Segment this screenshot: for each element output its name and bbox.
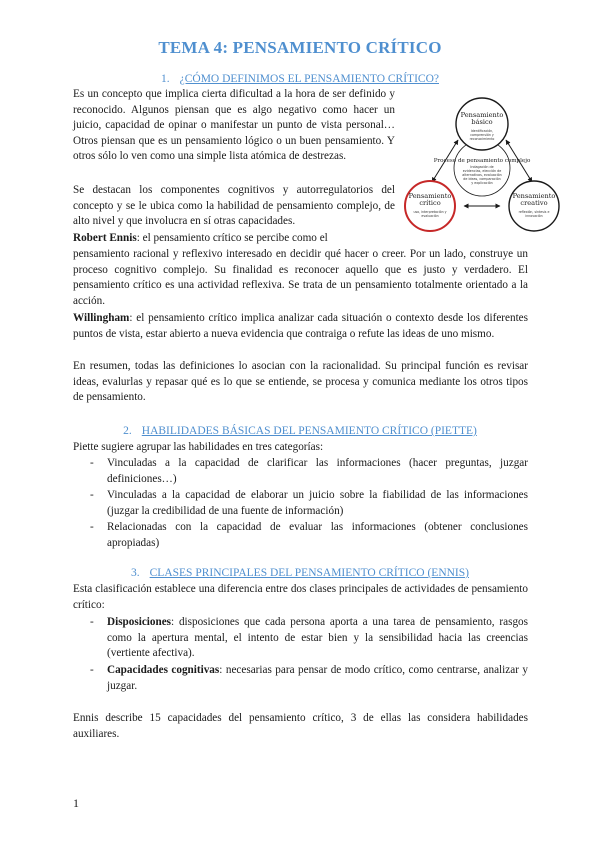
list-item-text <box>107 663 528 694</box>
section-3-heading <box>0 567 600 579</box>
list-item <box>90 488 528 519</box>
left-circle-sub: uso, interpretación y evaluación <box>413 210 447 218</box>
section-2-intro: Piette sugiere agrupar las habilidades en tres categorías: <box>73 441 324 453</box>
ennis-name: Robert Ennis <box>73 232 137 244</box>
list-item <box>90 520 528 551</box>
capacidades-text: : necesarias para pensar de modo crítico, como centrarse, analizar y juzgar. <box>107 664 528 692</box>
section-3-closing: Ennis describe 15 capacidades del pensamiento crítico, 3 de ellas las considera habilidades auxiliares. <box>73 712 528 740</box>
capacidades-label: Capacidades cognitivas <box>107 664 220 676</box>
list-dash: - <box>90 616 94 628</box>
section-2-heading-text: HABILIDADES BÁSICAS DEL PENSAMIENTO CRÍTICO (PIETTE) <box>141 425 477 437</box>
section-3-number: 3. <box>131 567 140 579</box>
thinking-types-diagram <box>402 94 562 234</box>
list-item <box>90 663 528 694</box>
ennis-definition-continued: pensamiento racional y reflexivo interesado en decidir qué hacer o creer. Por un lado, construye un proceso cognitivo complejo. Su finalidad es reconocer aquello que es justo y verdadero. El pensamiento crítico es una actividad reflexiva. Se trata de un pensamiento totalmente orientado a la acción. <box>73 248 528 307</box>
page-number: 1 <box>73 796 79 810</box>
willingham-text: : el pensamiento crítico implica analizar cada situación o contexto desde los diferentes puntos de vista, estar abierto a nueva evidencia que contraiga o refute las ideas de uno mismo. <box>73 312 528 340</box>
center-circle-title: Proceso de pensamiento complejo <box>433 158 531 164</box>
list-item <box>90 456 528 487</box>
center-circle-sub: Indagación de evidencias, elección de alternativas, evaluación de ideas, comparación y explicación <box>462 165 502 185</box>
list-item-text: Vinculadas a la capacidad de clarificar las informaciones (hacer preguntas, juzgar definiciones…) <box>107 457 528 485</box>
ennis-text-a: : el pensamiento crítico se percibe como el <box>136 232 328 244</box>
page-title: TEMA 4: PENSAMIENTO CRÍTICO <box>158 38 442 57</box>
right-circle-title: Pensamiento creativo <box>512 193 556 208</box>
ennis-definition-start <box>73 231 395 247</box>
section-3-heading-text: CLASES PRINCIPALES DEL PENSAMIENTO CRÍTICO (ENNIS) <box>149 567 469 579</box>
section-2-number: 2. <box>123 425 132 437</box>
list-dash: - <box>90 457 94 469</box>
willingham-name: Willingham <box>73 312 130 324</box>
left-circle-title: Pensamiento crítico <box>408 193 452 208</box>
section-2-heading <box>0 425 600 437</box>
section-1-heading-text: ¿CÓMO DEFINIMOS EL PENSAMIENTO CRÍTICO? <box>179 73 439 85</box>
section-1-paragraph-2: Se destacan los componentes cognitivos y autorregulatorios del concepto y se le ubica como la habilidad de pensamiento complejo, de alto nivel y que involucra en sí otras capacidades. <box>73 184 395 227</box>
top-circle-title: Pensamiento básico <box>460 112 504 127</box>
disposiciones-text: : disposiciones que cada persona aporta a una tarea de pensamiento, rasgos como la apertura mental, el intento de estar bien y la sensibilidad hacia las creencias (vertiente afectiva). <box>107 616 528 659</box>
section-1-heading <box>0 73 600 85</box>
disposiciones-label: Disposiciones <box>107 616 172 628</box>
list-item-text: Relacionadas con la capacidad de evaluar las informaciones (obtener conclusiones apropiadas) <box>107 521 528 549</box>
section-1-summary: En resumen, todas las definiciones lo asocian con la racionalidad. Su principal función es revisar ideas, evalurlas y repasar qué es lo que se entiende, se procesa y comunica mediante los otros tipos de pensamiento. <box>73 360 528 403</box>
list-dash: - <box>90 664 94 676</box>
list-dash: - <box>90 521 94 533</box>
list-item <box>90 615 528 662</box>
top-circle-sub: Identificación, comprensión y reconocimiento <box>469 129 495 141</box>
section-3-intro: Esta clasificación establece una diferencia entre dos clases principales de actividades de pensamiento crítico: <box>73 583 528 611</box>
list-item-text: Vinculadas a la capacidad de elaborar un juicio sobre la fiabilidad de las informaciones (juzgar la credibilidad de una fuente de información) <box>107 489 528 517</box>
right-circle-sub: reflexión, síntesis e innovación <box>518 210 550 218</box>
willingham-definition <box>73 311 528 342</box>
section-1-number: 1. <box>160 73 170 85</box>
section-1-paragraph-1: Es un concepto que implica cierta dificultad a la hora de ser definido y reconocido. Algunos piensan que es algo negativo como hacer un juicio, capacidad de opinar o manifestar un punto de vista personal… Otros piensan que es un pensamiento lógico o un buen pensamiento. Y otros sólo lo ven como una simple lista atómica de destrezas. <box>73 88 395 162</box>
list-item-text <box>107 615 528 662</box>
list-dash: - <box>90 489 94 501</box>
